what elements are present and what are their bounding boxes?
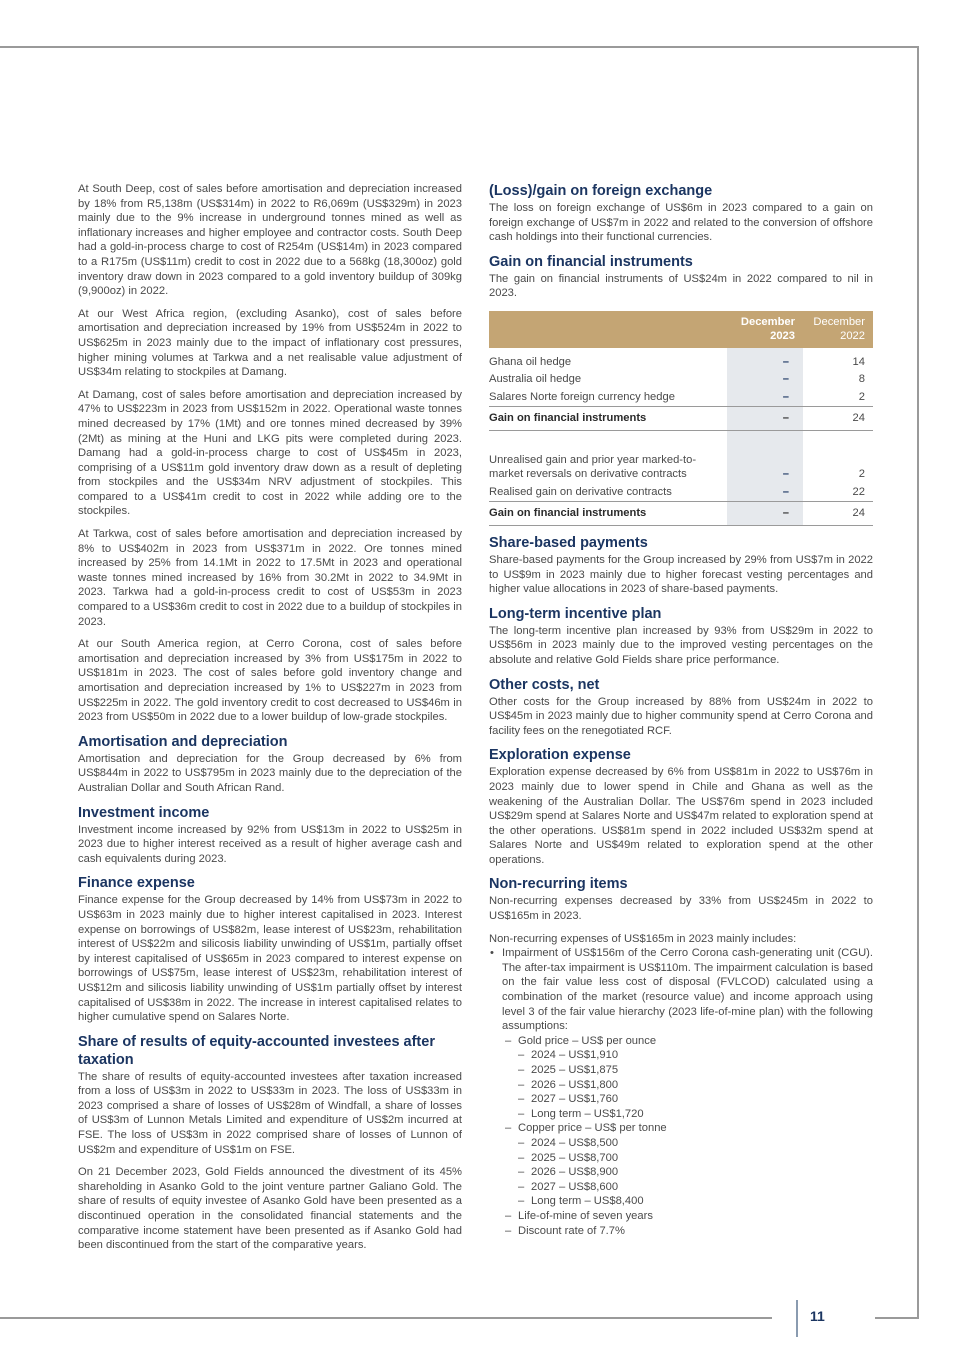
gold-price-list xyxy=(518,1048,873,1121)
gold-price-item: – 2026 – US$1,800 xyxy=(518,1078,873,1093)
table-header-label xyxy=(489,311,727,348)
row-value-2023: – xyxy=(727,371,803,389)
paragraph-financial-instruments: The gain on financial instruments of US$24m in 2022 compared to nil in 2023. xyxy=(489,272,873,300)
copper-price-label: Copper price – US$ per tonne xyxy=(518,1122,667,1135)
page-number-divider xyxy=(796,1300,798,1337)
page-frame-right xyxy=(917,46,919,1319)
paragraph-finance-expense: Finance expense for the Group decreased by 14% from US$73m in 2022 to US$63m in 2023 mainly due to higher interest capitalised in 2023. Interest expense on borrowings of US$82m, lease interest of US$23m, rehabilitation interest of US$22m and silicosis liability unwinding of US$1m, partially offset by interest capitalised of US$65m in 2023 compared to interest expense on borrowings of US$75m, lease interest of US$23m, rehabilitation interest of US$12m and silicosis liability unwinding of US$1m partially offset by interest capitalised of US$38m in 2022. The increase in interest capitalised relates to higher cumulative spend on Salares Norte. xyxy=(78,894,462,1024)
assumption-copper xyxy=(502,1121,873,1209)
paragraph-non-recurring-1: Non-recurring expenses decreased by 33% from US$245m in 2022 to US$165m in 2023. xyxy=(489,895,873,923)
heading-amortisation: Amortisation and depreciation xyxy=(78,733,288,750)
row-value-2022: 14 xyxy=(852,355,865,368)
paragraph-west-africa: At our West Africa region, (excluding Asanko), cost of sales before amortisation and depreciation increased by 19% from US$524m in 2022 to US$625m in 2023 mainly due to the impact of inflationary cost pressures, higher mining volumes at Tarkwa and a net realisable value adjustment of US$34m relating to stockpiles at Damang. xyxy=(78,307,462,379)
total-label: Gain on financial instruments xyxy=(489,502,727,526)
heading-investment-income: Investment income xyxy=(78,804,210,821)
paragraph-non-recurring-2: Non-recurring expenses of US$165m in 2023 mainly includes: xyxy=(489,932,797,945)
copper-price-list xyxy=(518,1136,873,1209)
row-value-2022: 22 xyxy=(852,485,865,498)
paragraph-equity-investees-2: On 21 December 2023, Gold Fields announced the divestment of its 45% shareholding in Asanko Gold to the joint venture partner Galiano Gold. The share of results of equity investee of Asanko Gold have been presented as a discontinued operation in the consolidated financial statements and the comparative income statement have been presented as if Asanko Gold had been discontinued from the start of the comparative years. xyxy=(78,1166,462,1252)
assumption-discount-rate: – Discount rate of 7.7% xyxy=(502,1224,873,1239)
row-value-2022: 2 xyxy=(858,468,865,481)
total-value-2023: – xyxy=(727,407,803,431)
table-header-2023 xyxy=(727,311,803,348)
row-label: Salares Norte foreign currency hedge xyxy=(489,390,675,403)
right-column xyxy=(489,182,873,1238)
paragraph-share-based-payments: Share-based payments for the Group increased by 29% from US$7m in 2022 to US$9m in 2023 mainly due to higher forecast vesting percentages and higher value allocations in 2023 of share-based payments. xyxy=(489,553,873,596)
financial-instruments-table xyxy=(489,311,873,526)
copper-price-item: – 2026 – US$8,900 xyxy=(518,1165,873,1180)
table-total-row xyxy=(489,502,873,526)
table-total-row xyxy=(489,407,873,431)
paragraph-south-america: At our South America region, at Cerro Corona, cost of sales before amortisation and depreciation increased by 3% from US$175m in 2022 to US$181m in 2023. The cost of sales before gold inventory change and amortisation and depreciation increased by 1% to US$227m in 2023 from US$225m in 2022. The gold inventory credit to cost decreased to US$46m in 2023 from US$50m in 2022 due to a lower buildup of low-grade stockpiles. xyxy=(78,638,462,724)
table-row xyxy=(489,452,873,484)
table-header-row xyxy=(489,311,873,348)
paragraph-investment-income: Investment income increased by 92% from US$13m in 2022 to US$25m in 2023 due to higher interest received as a result of higher average cash and cash equivalents during 2023. xyxy=(78,823,462,865)
gold-price-item: – Long term – US$1,720 xyxy=(518,1107,873,1122)
paragraph-other-costs: Other costs for the Group increased by 88% from US$24m in 2022 to US$45m in 2023 mainly due to higher community spend at Cerro Corona and facility fees on the renegotiated RCF. xyxy=(489,695,873,737)
heading-foreign-exchange: (Loss)/gain on foreign exchange xyxy=(489,183,713,199)
row-value-2023: – xyxy=(727,452,803,484)
row-label: Ghana oil hedge xyxy=(489,355,572,368)
heading-exploration: Exploration expense xyxy=(489,747,631,764)
paragraph-tarkwa: At Tarkwa, cost of sales before amortisation and depreciation increased by 8% to US$402m in 2023 from US$371m in 2022. Ore tonnes mined increased by 25% from 14.1Mt in 2022 to 17.5Mt in 2023 and operational waste tonnes mined increased by 16% from 30.2Mt in 2022 to 34.9Mt in 2023. Tarkwa had a gold-in-process credit to cost of US$53m in 2023 compared to a US$36m credit to cost in 2022 due to a buildup of stockpiles in 2023. xyxy=(78,528,462,628)
header-2022-year: 2022 xyxy=(840,329,865,342)
row-label: Unrealised gain and prior year marked-to-market reversals on derivative contracts xyxy=(489,453,697,481)
copper-price-item: – 2025 – US$8,700 xyxy=(518,1151,873,1166)
impairment-bullet xyxy=(502,946,873,1238)
gold-price-item: – 2024 – US$1,910 xyxy=(518,1048,873,1063)
gold-price-item: – 2027 – US$1,760 xyxy=(518,1092,873,1107)
copper-price-item: – Long term – US$8,400 xyxy=(518,1194,873,1209)
heading-ltip: Long-term incentive plan xyxy=(489,605,662,622)
table-header-2022 xyxy=(803,311,873,348)
assumption-gold xyxy=(502,1034,873,1122)
total-value-2022: 24 xyxy=(803,407,873,431)
row-value-2023: – xyxy=(727,484,803,502)
impairment-text: Impairment of US$156m of the Cerro Corona cash-generating unit (CGU). The after-tax impairment is US$110m. The impairment calculation is based on the fair value less cost of disposal (FVLCOD) calculated using a combination of the market (resource value) and income approach using level 3 of the fair value hierarchy (2023 life-of-mine plan) with the following assumptions: xyxy=(502,947,873,1033)
gold-price-label: Gold price – US$ per ounce xyxy=(518,1034,657,1047)
copper-price-item: – 2024 – US$8,500 xyxy=(518,1136,873,1151)
copper-price-item: – 2027 – US$8,600 xyxy=(518,1180,873,1195)
row-value-2023: – xyxy=(727,389,803,407)
paragraph-south-deep: At South Deep, cost of sales before amortisation and depreciation increased by 18% from R5,138m (US$314m) in 2022 to R6,069m (US$329m) in 2023 mainly due to the 9% increase in underground tonnes mined as well as inflationary increases and higher employee and contractor costs. South Deep had a gold-in-process charge to cost of R254m (US$14m) in 2023 compared to a R175m (US$11m) credit to cost in 2022 due to a 568kg (18,300oz) gold inventory draw down in 2023 compared to a gold inventory buildup of 309kg (9,900oz) in 2022. xyxy=(78,183,462,298)
heading-share-based-payments: Share-based payments xyxy=(489,534,648,551)
page-frame-bottom-right xyxy=(875,1317,919,1319)
paragraph-exploration: Exploration expense decreased by 6% from US$81m in 2022 to US$76m in 2023 mainly due to lower spend in Chile and Ghana as well as the weakening of the Australian Dollar. The US$76m spend in 2023 included US$29m spend at Salares Norte and US$47m related to exploration spend at the other operations. US$81m spend in 2022 included US$32m spend at Salares Norte and US$49m related to exploration spend at the other operations. xyxy=(489,766,873,866)
gold-price-item: – 2025 – US$1,875 xyxy=(518,1063,873,1078)
header-2022-month: December xyxy=(813,315,865,328)
paragraph-damang: At Damang, cost of sales before amortisation and depreciation increased by 47% to US$223m in 2023 from US$152m in 2022. Operational waste tonnes mined decreased by 17% (1Mt) and ore tonnes mined decreased by 39% (2Mt) as mining at the Huni and LKG pits were completed during 2023. Damang had a gold-in-process charge to cost of US$45m in 2023, comprising of a US$11m gold inventory draw down as a result of depleting from stockpiles and the US$34m NRV adjustment of stockpiles. This compared to a US$41m credit to cost in 2022 while adding ore to the stockpiles. xyxy=(78,388,462,518)
table-row xyxy=(489,371,873,389)
paragraph-foreign-exchange: The loss on foreign exchange of US$6m in 2023 compared to a gain on foreign exchange of US$7m in 2022 and related to the conversion of offshore cash holdings into their functional currencies. xyxy=(489,202,873,244)
page-number: 11 xyxy=(810,1308,825,1324)
heading-financial-instruments: Gain on financial instruments xyxy=(489,253,693,270)
total-value-2023: – xyxy=(727,502,803,526)
heading-finance-expense: Finance expense xyxy=(78,875,195,892)
assumption-life-of-mine: – Life-of-mine of seven years xyxy=(502,1209,873,1224)
paragraph-equity-investees-1: The share of results of equity-accounted investees after taxation increased from a loss of US$3m in 2022 to US$33m in 2023. The loss of US$33m in 2023 comprised a share of losses of US$28m of Windfall, a share of losses of US$3m of Lunnon Metals Limited and expenditure of US$2m incurred at FSE. The loss of US$3m in 2022 comprised share of losses of Lunnon of US$2m and expenditure of US$1m on FSE. xyxy=(78,1070,462,1156)
heading-equity-investees: Share of results of equity-accounted investees after taxation xyxy=(78,1033,435,1068)
page-frame-top xyxy=(0,46,918,48)
total-label: Gain on financial instruments xyxy=(489,407,727,431)
table-row xyxy=(489,354,873,372)
row-label: Australia oil hedge xyxy=(489,373,582,386)
header-2023-year: 2023 xyxy=(770,329,795,342)
heading-non-recurring: Non-recurring items xyxy=(489,876,628,893)
row-value-2023: – xyxy=(727,354,803,372)
paragraph-amortisation: Amortisation and depreciation for the Group decreased by 6% from US$844m in 2022 to US$795m in 2023 mainly due to the depreciation of the Australian Dollar and South African Rand. xyxy=(78,752,462,794)
header-2023-month: December xyxy=(740,315,795,328)
page-frame-bottom-left xyxy=(0,1317,772,1319)
heading-other-costs: Other costs, net xyxy=(489,676,600,693)
row-label: Realised gain on derivative contracts xyxy=(489,485,672,498)
table-row xyxy=(489,484,873,502)
left-column xyxy=(78,182,462,1261)
table-row xyxy=(489,389,873,407)
total-value-2022: 24 xyxy=(803,502,873,526)
row-value-2022: 8 xyxy=(858,373,865,386)
assumptions-list xyxy=(502,1034,873,1238)
impairment-list xyxy=(489,946,873,1238)
row-value-2022: 2 xyxy=(858,390,865,403)
paragraph-ltip: The long-term incentive plan increased by 93% from US$29m in 2022 to US$56m in 2023 mainly due to the improved vesting percentages on the absolute and relative Gold Fields share price performance. xyxy=(489,624,873,666)
